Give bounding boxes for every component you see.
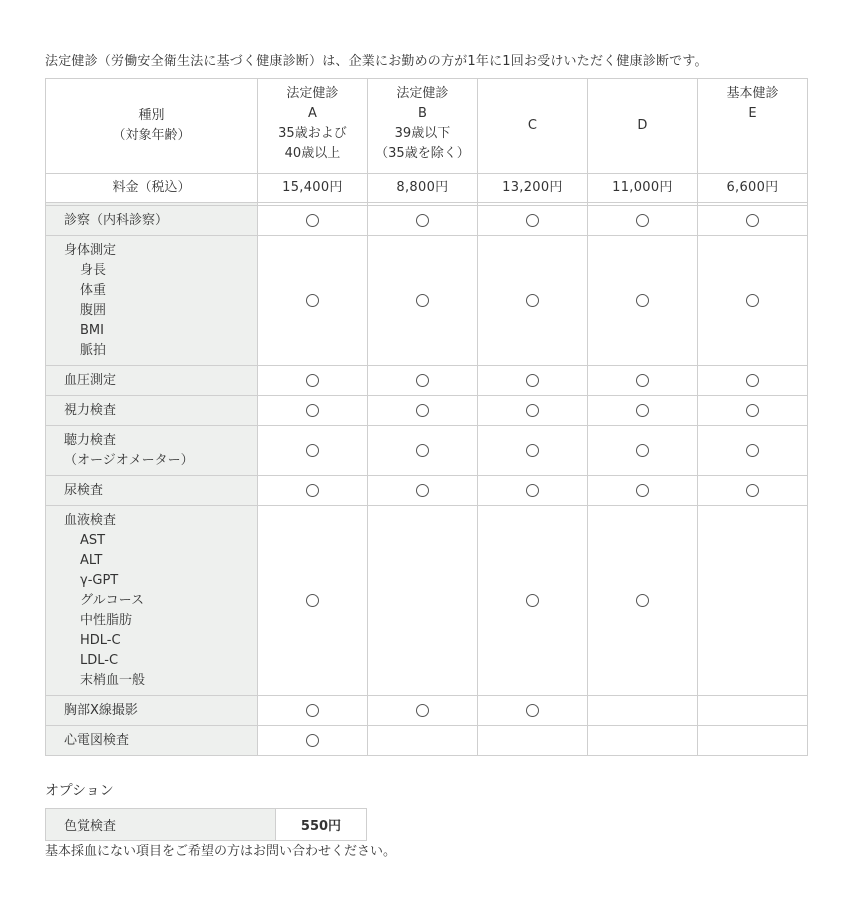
included-mark-icon (526, 404, 539, 417)
included-mark-icon (746, 374, 759, 387)
included-mark-icon (526, 214, 539, 227)
included-mark-icon (526, 294, 539, 307)
coverage-cell (587, 696, 697, 726)
options-table (45, 808, 367, 841)
price-value: 11,000円 (587, 174, 697, 203)
exam-row (46, 506, 808, 696)
exam-table (45, 78, 808, 756)
exam-item-name: 身体測定 (64, 242, 117, 258)
plan-header-line: C (527, 118, 537, 133)
coverage-cell (697, 396, 807, 426)
included-mark-icon (306, 704, 319, 717)
coverage-cell (367, 426, 477, 476)
plan-header-line: 法定健診 (286, 86, 339, 101)
exam-item-name: 診察（内科診察） (64, 212, 169, 228)
included-mark-icon (526, 484, 539, 497)
exam-sub-item: HDL-C (80, 632, 121, 648)
included-mark-icon (636, 404, 649, 417)
exam-item-name: 視力検査 (64, 402, 117, 418)
coverage-cell (257, 206, 367, 236)
coverage-cell (477, 426, 587, 476)
plan-header-line: D (637, 118, 648, 133)
exam-item-name: 血液検査 (64, 512, 117, 528)
coverage-cell (477, 366, 587, 396)
plan-header-line: 法定健診 (396, 86, 449, 101)
plan-header-line: 35歳および (278, 126, 347, 141)
exam-item-label (46, 506, 258, 696)
price-label: 料金（税込） (46, 174, 258, 203)
included-mark-icon (306, 734, 319, 747)
coverage-cell (257, 726, 367, 756)
exam-item-label (46, 476, 258, 506)
exam-item-name: 血圧測定 (64, 372, 117, 388)
exam-sub-item: 中性脂肪 (80, 612, 133, 628)
coverage-cell (477, 506, 587, 696)
coverage-cell (587, 366, 697, 396)
exam-sub-item: γ-GPT (80, 572, 119, 588)
exam-row (46, 696, 808, 726)
coverage-cell (367, 726, 477, 756)
exam-item-label (46, 696, 258, 726)
coverage-cell (257, 366, 367, 396)
included-mark-icon (746, 214, 759, 227)
included-mark-icon (416, 404, 429, 417)
included-mark-icon (416, 704, 429, 717)
exam-sub-item: BMI (80, 322, 104, 338)
coverage-cell (257, 696, 367, 726)
exam-sub-item: AST (80, 532, 106, 548)
coverage-cell (257, 426, 367, 476)
coverage-cell (257, 396, 367, 426)
included-mark-icon (636, 444, 649, 457)
plan-header-2 (477, 79, 587, 174)
included-mark-icon (746, 444, 759, 457)
included-mark-icon (636, 214, 649, 227)
included-mark-icon (416, 484, 429, 497)
coverage-cell (587, 726, 697, 756)
coverage-cell (697, 236, 807, 366)
coverage-cell (587, 426, 697, 476)
inquiry-note: 基本採血にない項目をご希望の方はお問い合わせください。 (45, 844, 397, 859)
exam-item-label (46, 396, 258, 426)
plan-header-line: 40歳以上 (284, 146, 341, 161)
coverage-cell (477, 236, 587, 366)
included-mark-icon (306, 484, 319, 497)
exam-item-label (46, 726, 258, 756)
coverage-cell (587, 236, 697, 366)
included-mark-icon (746, 484, 759, 497)
included-mark-icon (636, 374, 649, 387)
included-mark-icon (416, 214, 429, 227)
included-mark-icon (526, 594, 539, 607)
coverage-cell (367, 506, 477, 696)
option-row (46, 809, 367, 841)
exam-item-label (46, 236, 258, 366)
plan-header-line: 39歳以下 (394, 126, 451, 141)
price-value: 13,200円 (477, 174, 587, 203)
coverage-cell (257, 476, 367, 506)
coverage-cell (367, 396, 477, 426)
price-row (46, 174, 808, 203)
coverage-cell (587, 476, 697, 506)
included-mark-icon (746, 294, 759, 307)
exam-row (46, 426, 808, 476)
included-mark-icon (416, 374, 429, 387)
coverage-cell (477, 696, 587, 726)
options-title: オプション (45, 783, 114, 799)
plan-header-0 (257, 79, 367, 174)
coverage-cell (367, 236, 477, 366)
type-header (46, 79, 258, 174)
exam-sub-item: 身長 (80, 262, 107, 278)
plan-header-3 (587, 79, 697, 174)
price-value: 15,400円 (257, 174, 367, 203)
included-mark-icon (306, 594, 319, 607)
included-mark-icon (746, 404, 759, 417)
coverage-cell (257, 236, 367, 366)
coverage-cell (587, 506, 697, 696)
coverage-cell (367, 206, 477, 236)
coverage-cell (587, 206, 697, 236)
coverage-cell (697, 426, 807, 476)
exam-row (46, 396, 808, 426)
exam-sub-item: 脈拍 (80, 342, 107, 358)
exam-sub-item: LDL-C (80, 652, 119, 668)
price-value: 8,800円 (367, 174, 477, 203)
coverage-cell (697, 726, 807, 756)
plan-header-line: E (748, 106, 757, 121)
exam-sub-item: グルコース (80, 592, 144, 608)
option-price: 550円 (276, 809, 367, 841)
exam-sub-item: （オージオメーター） (64, 452, 194, 468)
coverage-cell (367, 696, 477, 726)
coverage-cell (697, 476, 807, 506)
price-value: 6,600円 (697, 174, 807, 203)
exam-item-name: 心電図検査 (64, 732, 130, 748)
plan-header-line: A (307, 106, 317, 121)
intro-text: 法定健診（労働安全衛生法に基づく健康診断）は、企業にお勤めの方が1年に1回お受けいただく健康診断です。 (45, 54, 708, 69)
exam-row (46, 726, 808, 756)
exam-row (46, 236, 808, 366)
included-mark-icon (306, 294, 319, 307)
coverage-cell (477, 476, 587, 506)
included-mark-icon (306, 214, 319, 227)
included-mark-icon (526, 704, 539, 717)
exam-sub-item: 腹囲 (80, 302, 107, 318)
exam-row (46, 476, 808, 506)
exam-item-label (46, 366, 258, 396)
plan-header-line: B (417, 106, 427, 121)
included-mark-icon (636, 594, 649, 607)
exam-item-label (46, 206, 258, 236)
type-header-line: 種別 (138, 108, 165, 123)
included-mark-icon (526, 374, 539, 387)
coverage-cell (257, 506, 367, 696)
exam-item-name: 聴力検査 (64, 432, 117, 448)
coverage-cell (477, 396, 587, 426)
exam-item-label (46, 426, 258, 476)
coverage-cell (697, 506, 807, 696)
plan-header-1 (367, 79, 477, 174)
included-mark-icon (526, 444, 539, 457)
included-mark-icon (636, 484, 649, 497)
included-mark-icon (306, 404, 319, 417)
plan-header-line: （35歳を除く） (375, 146, 470, 161)
coverage-cell (587, 396, 697, 426)
type-header-line: （対象年齢） (112, 128, 191, 143)
coverage-cell (697, 206, 807, 236)
exam-row (46, 366, 808, 396)
option-label: 色覚検査 (46, 809, 276, 841)
header-row (46, 79, 808, 174)
exam-sub-item: 体重 (80, 282, 107, 298)
coverage-cell (367, 476, 477, 506)
coverage-cell (477, 206, 587, 236)
included-mark-icon (306, 444, 319, 457)
exam-sub-item: 末梢血一般 (80, 672, 146, 688)
exam-item-name: 胸部X線撮影 (64, 702, 138, 718)
plan-header-4 (697, 79, 807, 174)
coverage-cell (697, 366, 807, 396)
coverage-cell (477, 726, 587, 756)
included-mark-icon (306, 374, 319, 387)
included-mark-icon (416, 294, 429, 307)
coverage-cell (367, 366, 477, 396)
exam-row (46, 206, 808, 236)
exam-sub-item: ALT (80, 552, 103, 568)
plan-header-line: 基本健診 (726, 86, 779, 101)
exam-item-name: 尿検査 (64, 482, 104, 498)
included-mark-icon (416, 444, 429, 457)
included-mark-icon (636, 294, 649, 307)
coverage-cell (697, 696, 807, 726)
